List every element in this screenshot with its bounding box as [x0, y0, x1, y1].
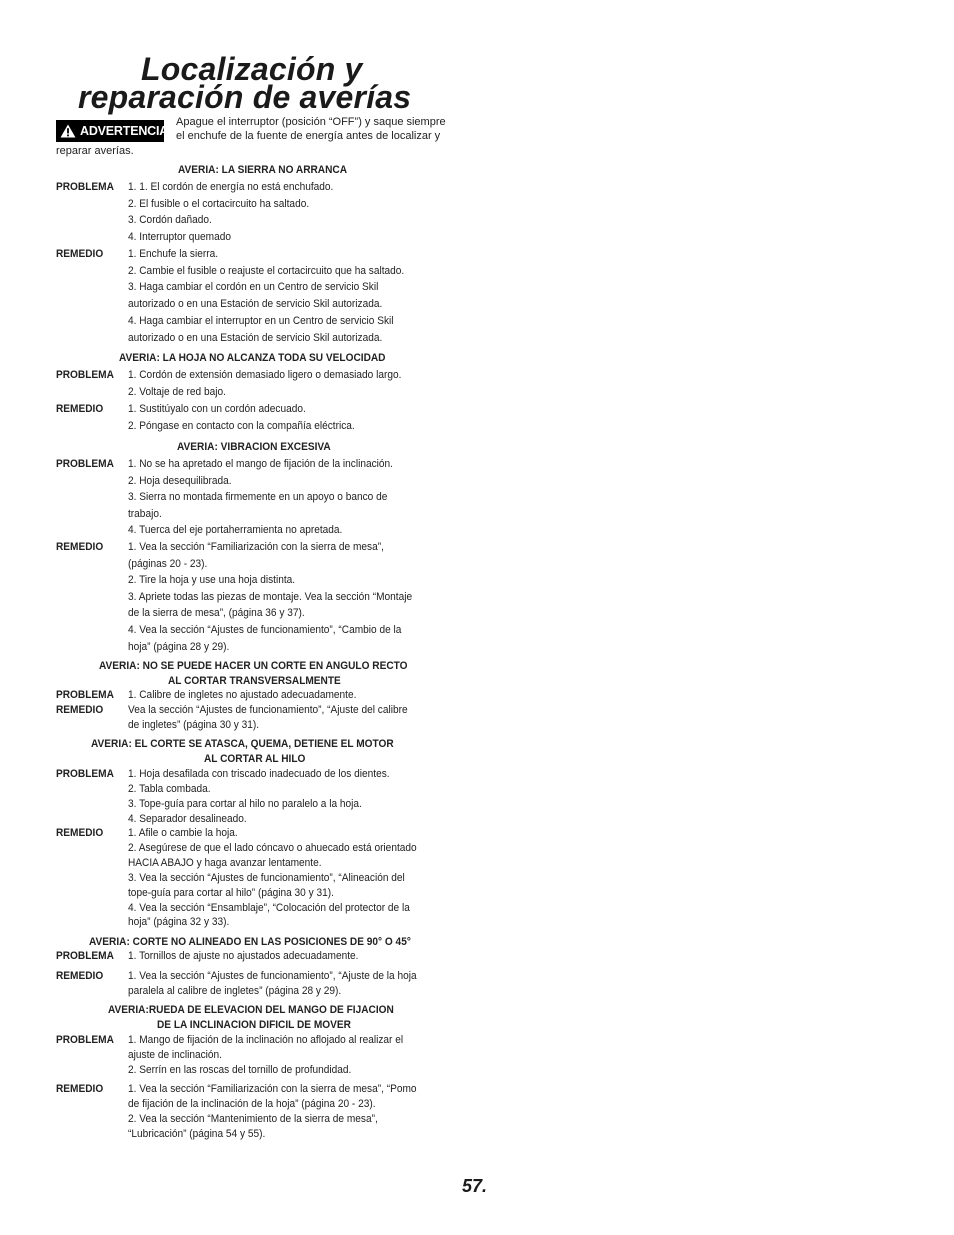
- remedy-line: 1. Vea la sección “Familiarización con la sierra de mesa”, “Pomo: [128, 1083, 417, 1095]
- section-heading: AVERIA: LA HOJA NO ALCANZA TODA SU VELOCIDAD: [119, 352, 386, 364]
- remedy-line: 1. Vea la sección “Familiarización con la sierra de mesa”,: [128, 541, 384, 553]
- warning-badge: [56, 120, 169, 142]
- problem-line: 3. Sierra no montada firmemente en un apoyo o banco de: [128, 491, 388, 504]
- problem-line: 1. Mango de fijación de la inclinación no aflojado al realizar el: [128, 1034, 404, 1046]
- remedy-line: HACIA ABAJO y haga avanzar lentamente.: [128, 856, 322, 869]
- remedy-line: autorizado o en una Estación de servicio Skil autorizada.: [128, 331, 383, 344]
- warning-triangle-icon: [60, 124, 76, 138]
- page-title-line-1: Localización y: [141, 51, 363, 87]
- section-heading: AVERIA: VIBRACION EXCESIVA: [177, 441, 331, 453]
- remedy-line: tope-guía para cortar al hilo” (página 30 y 31).: [128, 886, 334, 899]
- remedy-line: 2. Tire la hoja y use una hoja distinta.: [128, 574, 296, 587]
- remedy-line: autorizado o en una Estación de servicio Skil autorizada.: [128, 298, 383, 311]
- remedy-label: REMEDIO: [56, 1083, 104, 1095]
- remedy-line: 1. Vea la sección “Ajustes de funcionamiento”, “Ajuste de la hoja: [128, 970, 417, 982]
- remedy-line: 2. Póngase en contacto con la compañía eléctrica.: [128, 419, 355, 432]
- section-heading: AL CORTAR TRANSVERSALMENTE: [168, 675, 341, 687]
- page-title-line-2: reparación de averías: [78, 79, 412, 115]
- remedy-line: 3. Haga cambiar el cordón en un Centro de servicio Skil: [128, 281, 379, 294]
- problem-label: PROBLEMA: [56, 950, 114, 962]
- remedy-line: 1. Enchufe la sierra.: [128, 248, 219, 260]
- remedy-label: REMEDIO: [56, 403, 104, 415]
- problem-line: 2. Tabla combada.: [128, 782, 211, 795]
- remedy-line: hoja” (página 32 y 33).: [128, 916, 230, 929]
- remedy-line: 1. Sustitúyalo con un cordón adecuado.: [128, 403, 306, 415]
- page-number: 57.: [462, 1176, 488, 1196]
- remedy-line: 4. Vea la sección “Ensamblaje”, “Colocación del protector de la: [128, 901, 410, 914]
- remedy-line: 2. Asegúrese de que el lado cóncavo o ahuecado está orientado: [128, 841, 417, 854]
- problem-line: 4. Tuerca del eje portaherramienta no apretada.: [128, 524, 343, 537]
- warning-badge-label: ADVERTENCIA: [80, 124, 169, 138]
- remedy-label: REMEDIO: [56, 704, 104, 716]
- problem-line: 1. 1. El cordón de energía no está enchufado.: [128, 181, 334, 193]
- remedy-line: 1. Afile o cambie la hoja.: [128, 827, 238, 839]
- problem-line: 2. Hoja desequilibrada.: [128, 474, 232, 487]
- problem-line: 2. Voltaje de red bajo.: [128, 385, 226, 398]
- warning-text-line-1: Apague el interruptor (posición “OFF”) y saque siempre: [176, 116, 446, 128]
- section-heading: AVERIA: CORTE NO ALINEADO EN LAS POSICIONES DE 90° O 45°: [89, 936, 411, 948]
- remedy-line: Vea la sección “Ajustes de funcionamiento”, “Ajuste del calibre: [128, 704, 408, 716]
- problem-line: 4. Interruptor quemado: [128, 231, 231, 244]
- remedy-label: REMEDIO: [56, 248, 104, 260]
- remedy-line: 2. Cambie el fusible o reajuste el cortacircuito que ha saltado.: [128, 264, 405, 277]
- problem-line: 2. El fusible o el cortacircuito ha saltado.: [128, 197, 310, 210]
- remedy-line: (páginas 20 - 23).: [128, 557, 208, 570]
- problem-line: 2. Serrín en las roscas del tornillo de profundidad.: [128, 1064, 352, 1076]
- remedy-line: de ingletes” (página 30 y 31).: [128, 719, 260, 731]
- problem-line: 1. Tornillos de ajuste no ajustados adecuadamente.: [128, 950, 359, 962]
- warning-text-line-2: el enchufe de la fuente de energía antes de localizar y: [176, 130, 441, 142]
- remedy-line: de la sierra de mesa”, (página 36 y 37).: [128, 607, 305, 620]
- section-heading: AVERIA: NO SE PUEDE HACER UN CORTE EN ANGULO RECTO: [99, 660, 408, 672]
- problem-line: 3. Tope-guía para cortar al hilo no paralelo a la hoja.: [128, 797, 362, 810]
- remedy-line: 4. Haga cambiar el interruptor en un Centro de servicio Skil: [128, 314, 394, 327]
- problem-label: PROBLEMA: [56, 1034, 114, 1046]
- remedy-line: paralela al calibre de ingletes” (página 28 y 29).: [128, 985, 342, 997]
- problem-label: PROBLEMA: [56, 689, 114, 701]
- section-heading: AVERIA: LA SIERRA NO ARRANCA: [178, 164, 348, 176]
- problem-line: 1. Hoja desafilada con triscado inadecuado de los dientes.: [128, 768, 390, 780]
- problem-line: 4. Separador desalineado.: [128, 812, 247, 825]
- problem-line: 1. Cordón de extensión demasiado ligero o demasiado largo.: [128, 369, 402, 381]
- remedy-line: 3. Apriete todas las piezas de montaje. Vea la sección “Montaje: [128, 590, 413, 603]
- remedy-label: REMEDIO: [56, 541, 104, 553]
- problem-line: 1. Calibre de ingletes no ajustado adecuadamente.: [128, 689, 357, 701]
- section-heading: AVERIA: EL CORTE SE ATASCA, QUEMA, DETIENE EL MOTOR: [91, 738, 394, 750]
- problem-label: PROBLEMA: [56, 458, 114, 470]
- problem-label: PROBLEMA: [56, 181, 114, 193]
- remedy-line: 3. Vea la sección “Ajustes de funcionamiento”, “Alineación del: [128, 871, 405, 884]
- remedy-line: de fijación de la inclinación de la hoja” (página 20 - 23).: [128, 1098, 376, 1110]
- remedy-label: REMEDIO: [56, 970, 104, 982]
- section-heading: AVERIA:RUEDA DE ELEVACION DEL MANGO DE FIJACION: [108, 1004, 394, 1016]
- remedy-line: “Lubricación” (página 54 y 55).: [128, 1128, 266, 1140]
- problem-label: PROBLEMA: [56, 369, 114, 381]
- problem-line: trabajo.: [128, 507, 162, 520]
- remedy-line: 2. Vea la sección “Mantenimiento de la sierra de mesa”,: [128, 1113, 378, 1125]
- warning-text-line-3: reparar averías.: [56, 145, 134, 157]
- problem-line: 1. No se ha apretado el mango de fijación de la inclinación.: [128, 458, 393, 470]
- remedy-line: 4. Vea la sección “Ajustes de funcionamiento”, “Cambio de la: [128, 624, 402, 636]
- remedy-label: REMEDIO: [56, 827, 104, 839]
- section-heading: AL CORTAR AL HILO: [204, 753, 306, 765]
- section-heading: DE LA INCLINACION DIFICIL DE MOVER: [157, 1019, 351, 1031]
- remedy-line: hoja” (página 28 y 29).: [128, 640, 230, 653]
- problem-line: ajuste de inclinación.: [128, 1049, 222, 1061]
- problem-line: 3. Cordón dañado.: [128, 214, 212, 227]
- problem-label: PROBLEMA: [56, 768, 114, 780]
